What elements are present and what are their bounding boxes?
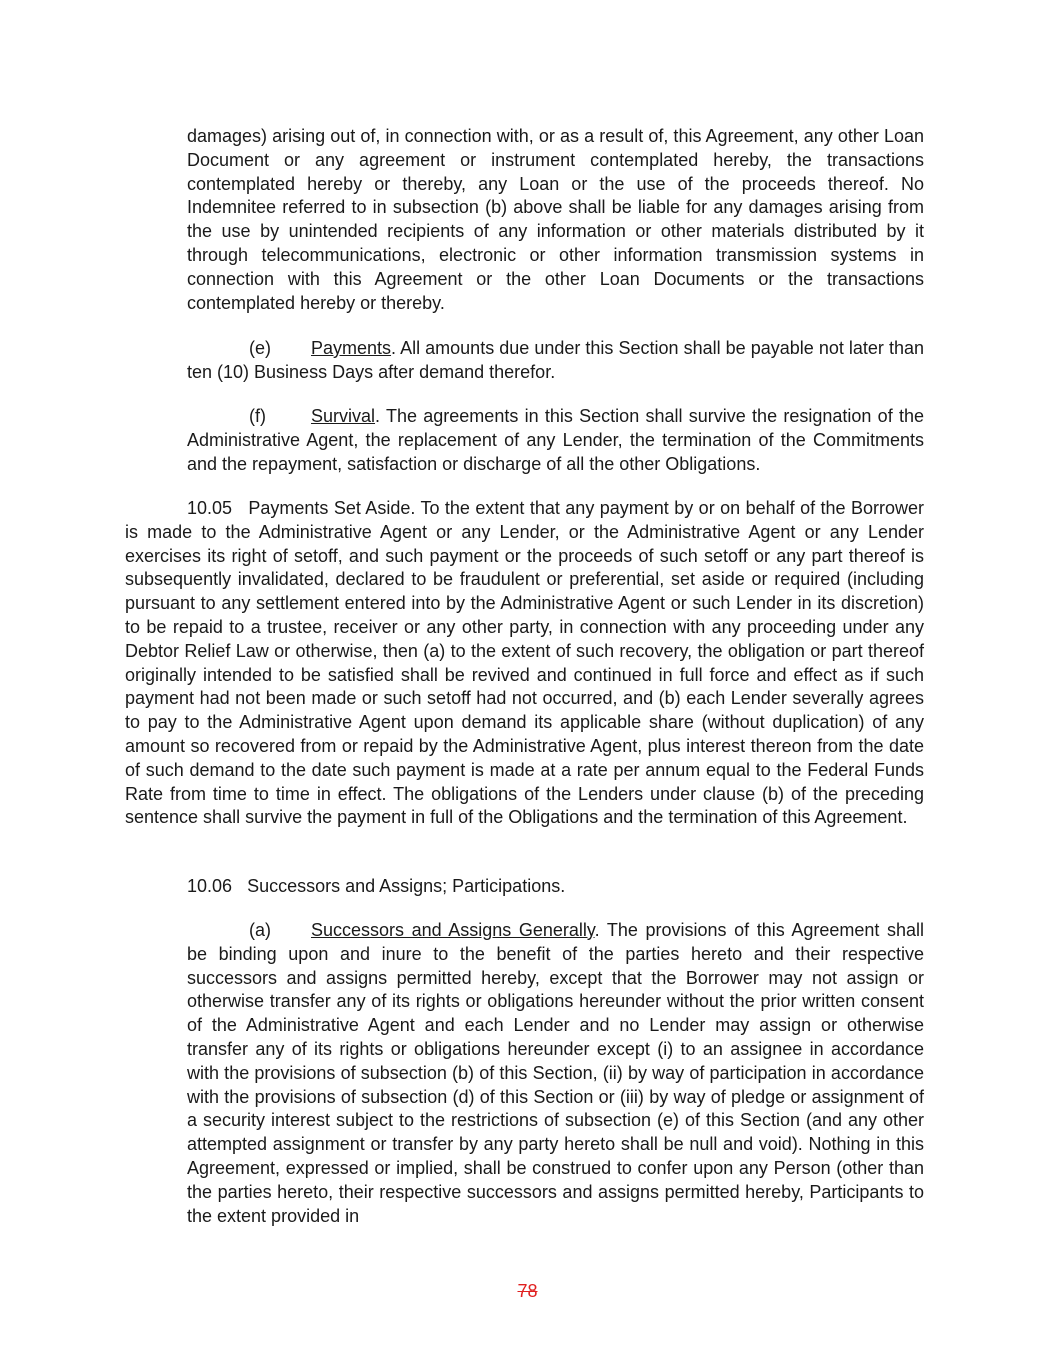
section-10-06-heading-line (187, 875, 924, 899)
paragraph-d-continuation: damages) arising out of, in connection with, or as a result of, this Agreement, any other Loan Document or any agreement or instrument contemplated hereby, the transactions contemplated hereby or thereby, any Loan or the use of the proceeds thereof. No Indemnitee referred to in subsection (b) above shall be liable for any damages arising from the use by unintended recipients of any information or other materials distributed by it through telecommunications, electronic or other information transmission systems in connection with this Agreement or the other Loan Documents or the transactions contemplated hereby or thereby. (187, 126, 924, 313)
paragraph-a-text: . The provisions of this Agreement shall be binding upon and inure to the benefit of the parties hereto and their respective successors and assigns permitted hereby, except that the Borrower may not assign or otherwise transfer any of its rights or obligations hereunder without the prior written consent of the Administrative Agent and each Lender and no Lender may assign or otherwise transfer any of its rights or obligations hereunder except (i) to an assignee in accordance with the provisions of subsection (b) of this Section, (ii) by way of participation in accordance with the provisions of subsection (d) of this Section or (iii) by way of pledge or assignment of a security interest subject to the restrictions of subsection (e) of this Section (and any other attempted assignment or transfer by any party hereto shall be null and void). Nothing in this Agreement, expressed or implied, shall be construed to confer upon any Person (other than the parties hereto, their respective successors and assigns permitted hereby, Participants to the extent provided in (187, 920, 924, 1226)
section-10-05-heading: Payments Set Aside. (248, 498, 416, 518)
section-10-06-number: 10.06 (187, 876, 233, 896)
section-10-05-payments-set-aside (125, 497, 924, 830)
paragraph-e-payments (187, 337, 924, 385)
paragraph-f-number: (f) (249, 406, 266, 426)
paragraph-e-text: . All amounts due under this Section shall be payable not later than ten (10) Business Days after demand therefor. (187, 338, 924, 382)
section-10-06-heading: Successors and Assigns; Participations. (247, 876, 566, 896)
paragraph-f-heading: Survival (311, 406, 376, 426)
section-10-05-text: To the extent that any payment by or on behalf of the Borrower is made to the Administrative Agent or any Lender, or the Administrative Agent or any Lender exercises its right of setoff, and such payment or the proceeds of such setoff or any part thereof is subsequently invalidated, declared to be fraudulent or preferential, set aside or required (including pursuant to any settlement entered into by the Administrative Agent or such Lender in its discretion) to be repaid to a trustee, receiver or any other party, in connection with any proceeding under any Debtor Relief Law or otherwise, then (a) to the extent of such recovery, the obligation or part thereof originally intended to be satisfied shall be revived and continued in full force and effect as if such payment had not been made or such setoff had not occurred, and (b) each Lender severally agrees to pay to the Administrative Agent upon demand its applicable share (without duplication) of any amount so recovered from or repaid by the Administrative Agent, plus interest thereon from the date of such demand to the date such payment is made at a rate per annum equal to the Federal Funds Rate from time to time in effect. The obligations of the Lenders under clause (b) of the preceding sentence shall survive the payment in full of the Obligations and the termination of this Agreement. (125, 498, 924, 828)
paragraph-a-successors (187, 919, 924, 1228)
paragraph-f-survival (187, 405, 924, 476)
paragraph-e-heading: Payments (311, 338, 392, 358)
paragraph-f-text: . The agreements in this Section shall survive the resignation of the Administrative Agent, the replacement of any Lender, the termination of the Commitments and the repayment, satisfaction or discharge of all the other Obligations. (187, 406, 924, 474)
paragraph-a-number: (a) (249, 920, 271, 940)
paragraph-e-number: (e) (249, 338, 271, 358)
paragraph-a-heading: Successors and Assigns Generally (311, 920, 595, 940)
page-number: 78 (517, 1281, 538, 1301)
section-10-05-number: 10.05 (187, 498, 233, 518)
